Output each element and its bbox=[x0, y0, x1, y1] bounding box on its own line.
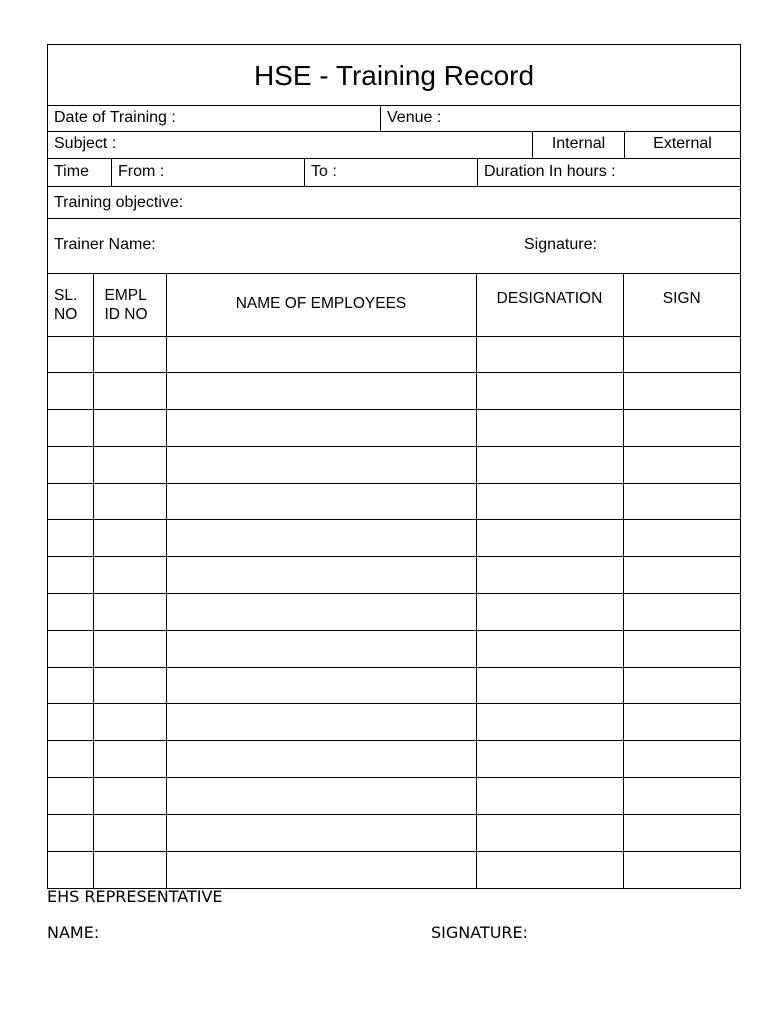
sl-no-cell[interactable] bbox=[48, 557, 93, 594]
designation-cell[interactable] bbox=[476, 373, 623, 410]
external-label: External bbox=[653, 135, 712, 152]
subject-label: Subject : bbox=[54, 135, 117, 152]
date-of-training-field[interactable] bbox=[48, 106, 380, 131]
time-label: Time bbox=[54, 163, 89, 180]
employee-name-cell[interactable] bbox=[166, 410, 476, 447]
sl-no-cell[interactable] bbox=[48, 704, 93, 741]
table-row bbox=[48, 520, 740, 557]
ehs-representative-heading: EHS REPRESENTATIVE bbox=[47, 887, 223, 906]
header-sl-no-line1: SL. bbox=[54, 287, 78, 304]
designation-cell[interactable] bbox=[476, 594, 623, 631]
designation-cell[interactable] bbox=[476, 336, 623, 373]
sl-no-cell[interactable] bbox=[48, 446, 93, 483]
empl-id-cell[interactable] bbox=[93, 741, 166, 778]
trainer-signature-label: Signature: bbox=[524, 236, 597, 253]
designation-cell[interactable] bbox=[476, 520, 623, 557]
training-record-form bbox=[47, 44, 741, 889]
trainer-row bbox=[48, 219, 740, 274]
sl-no-cell[interactable] bbox=[48, 483, 93, 520]
sign-cell[interactable] bbox=[623, 741, 740, 778]
table-row bbox=[48, 667, 740, 704]
employee-name-cell[interactable] bbox=[166, 520, 476, 557]
employee-name-cell[interactable] bbox=[166, 704, 476, 741]
subject-row bbox=[48, 132, 740, 159]
table-header-row bbox=[48, 274, 740, 336]
to-field[interactable] bbox=[304, 159, 477, 186]
sl-no-cell[interactable] bbox=[48, 630, 93, 667]
sign-cell[interactable] bbox=[623, 373, 740, 410]
sl-no-cell[interactable] bbox=[48, 373, 93, 410]
sign-cell[interactable] bbox=[623, 410, 740, 447]
designation-cell[interactable] bbox=[476, 851, 623, 888]
empl-id-cell[interactable] bbox=[93, 410, 166, 447]
header-sl-no bbox=[48, 274, 93, 336]
table-row bbox=[48, 373, 740, 410]
employee-name-cell[interactable] bbox=[166, 851, 476, 888]
empl-id-cell[interactable] bbox=[93, 667, 166, 704]
table-row bbox=[48, 336, 740, 373]
external-option[interactable] bbox=[624, 132, 740, 158]
sl-no-cell[interactable] bbox=[48, 336, 93, 373]
sl-no-cell[interactable] bbox=[48, 778, 93, 815]
to-label: To : bbox=[311, 163, 337, 180]
designation-cell[interactable] bbox=[476, 483, 623, 520]
designation-cell[interactable] bbox=[476, 667, 623, 704]
empl-id-cell[interactable] bbox=[93, 851, 166, 888]
table-row bbox=[48, 410, 740, 447]
table-row bbox=[48, 630, 740, 667]
empl-id-cell[interactable] bbox=[93, 594, 166, 631]
employee-name-cell[interactable] bbox=[166, 667, 476, 704]
employee-name-cell[interactable] bbox=[166, 373, 476, 410]
date-venue-row bbox=[48, 106, 740, 132]
empl-id-cell[interactable] bbox=[93, 446, 166, 483]
venue-label: Venue : bbox=[387, 109, 442, 126]
sl-no-cell[interactable] bbox=[48, 410, 93, 447]
subject-field[interactable] bbox=[48, 132, 532, 158]
sign-cell[interactable] bbox=[623, 446, 740, 483]
designation-cell[interactable] bbox=[476, 557, 623, 594]
designation-cell[interactable] bbox=[476, 778, 623, 815]
table-row bbox=[48, 851, 740, 888]
empl-id-cell[interactable] bbox=[93, 557, 166, 594]
time-cell bbox=[48, 159, 111, 186]
internal-option[interactable] bbox=[532, 132, 624, 158]
designation-cell[interactable] bbox=[476, 630, 623, 667]
table-row bbox=[48, 483, 740, 520]
header-sl-no-line2: NO bbox=[54, 306, 78, 323]
header-sign bbox=[623, 274, 740, 336]
employee-name-cell[interactable] bbox=[166, 446, 476, 483]
training-objective-label: Training objective: bbox=[54, 194, 184, 211]
employee-table bbox=[48, 274, 740, 888]
header-designation bbox=[476, 274, 623, 336]
trainer-name-label: Trainer Name: bbox=[54, 236, 156, 253]
table-row bbox=[48, 814, 740, 851]
empl-id-cell[interactable] bbox=[93, 778, 166, 815]
employee-name-cell[interactable] bbox=[166, 630, 476, 667]
empl-id-cell[interactable] bbox=[93, 814, 166, 851]
form-title: HSE - Training Record bbox=[48, 45, 740, 106]
designation-cell[interactable] bbox=[476, 446, 623, 483]
footer-signature-label: SIGNATURE: bbox=[431, 923, 529, 942]
employee-name-cell[interactable] bbox=[166, 778, 476, 815]
employee-name-cell[interactable] bbox=[166, 594, 476, 631]
sign-cell[interactable] bbox=[623, 630, 740, 667]
internal-label: Internal bbox=[551, 135, 606, 152]
time-row bbox=[48, 159, 740, 187]
venue-field[interactable] bbox=[380, 106, 740, 131]
table-row bbox=[48, 741, 740, 778]
sl-no-cell[interactable] bbox=[48, 667, 93, 704]
header-name-of-employees bbox=[166, 274, 476, 336]
sign-cell[interactable] bbox=[623, 704, 740, 741]
empl-id-cell[interactable] bbox=[93, 520, 166, 557]
empl-id-cell[interactable] bbox=[93, 630, 166, 667]
from-field[interactable] bbox=[111, 159, 304, 186]
sign-cell[interactable] bbox=[623, 483, 740, 520]
sign-cell[interactable] bbox=[623, 778, 740, 815]
sign-cell[interactable] bbox=[623, 851, 740, 888]
designation-cell[interactable] bbox=[476, 704, 623, 741]
header-name-label: NAME OF EMPLOYEES bbox=[235, 295, 407, 312]
table-row bbox=[48, 704, 740, 741]
table-row bbox=[48, 778, 740, 815]
date-of-training-label: Date of Training : bbox=[54, 109, 176, 126]
employee-name-cell[interactable] bbox=[166, 741, 476, 778]
table-row bbox=[48, 446, 740, 483]
header-designation-label: DESIGNATION bbox=[496, 290, 603, 307]
training-objective-field[interactable] bbox=[48, 187, 740, 219]
designation-cell[interactable] bbox=[476, 410, 623, 447]
designation-cell[interactable] bbox=[476, 741, 623, 778]
empl-id-cell[interactable] bbox=[93, 483, 166, 520]
table-row bbox=[48, 557, 740, 594]
employee-name-cell[interactable] bbox=[166, 483, 476, 520]
duration-label: Duration In hours : bbox=[484, 163, 616, 180]
sl-no-cell[interactable] bbox=[48, 594, 93, 631]
sign-cell[interactable] bbox=[623, 667, 740, 704]
empl-id-cell[interactable] bbox=[93, 704, 166, 741]
header-sign-label: SIGN bbox=[662, 290, 701, 307]
header-empl-id-line1: EMPL bbox=[104, 287, 147, 304]
sl-no-cell[interactable] bbox=[48, 741, 93, 778]
header-empl-id bbox=[93, 274, 166, 336]
employee-name-cell[interactable] bbox=[166, 814, 476, 851]
sign-cell[interactable] bbox=[623, 557, 740, 594]
employee-name-cell[interactable] bbox=[166, 336, 476, 373]
sl-no-cell[interactable] bbox=[48, 520, 93, 557]
footer-name-label: NAME: bbox=[47, 923, 100, 942]
table-row bbox=[48, 594, 740, 631]
from-label: From : bbox=[118, 163, 165, 180]
empl-id-cell[interactable] bbox=[93, 336, 166, 373]
sign-cell[interactable] bbox=[623, 814, 740, 851]
duration-field[interactable] bbox=[477, 159, 740, 186]
empl-id-cell[interactable] bbox=[93, 373, 166, 410]
sign-cell[interactable] bbox=[623, 594, 740, 631]
designation-cell[interactable] bbox=[476, 814, 623, 851]
sign-cell[interactable] bbox=[623, 336, 740, 373]
sl-no-cell[interactable] bbox=[48, 814, 93, 851]
sl-no-cell[interactable] bbox=[48, 851, 93, 888]
employee-name-cell[interactable] bbox=[166, 557, 476, 594]
header-empl-id-line2: ID NO bbox=[104, 306, 148, 323]
sign-cell[interactable] bbox=[623, 520, 740, 557]
